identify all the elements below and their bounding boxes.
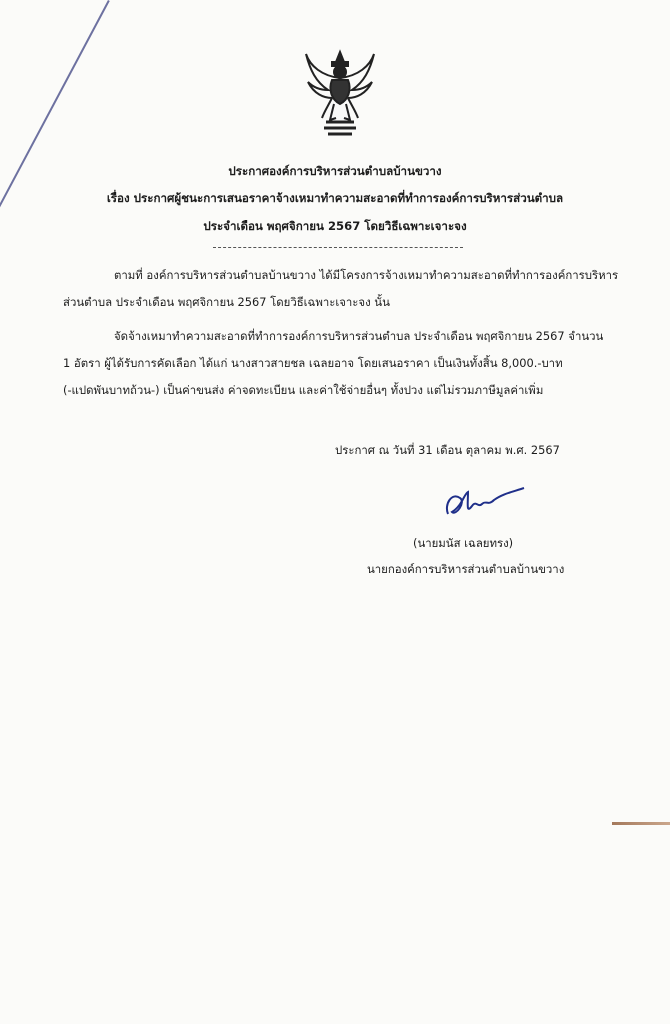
header-divider [213,247,463,248]
announcement-period: ประจำเดือน พฤศจิกายน 2567 โดยวิธีเฉพาะเจาะจง [203,219,467,233]
announcement-date: ประกาศ ณ วันที่ 31 เดือน ตุลาคม พ.ศ. 2567 [335,443,560,457]
paragraph-2-line-3: (-แปดพันบาทถ้วน-) เป็นค่าขนส่ง ค่าจดทะเบียน และค่าใช้จ่ายอื่นๆ ทั้งปวง แต่ไม่รวมภาษีมูลค่าเพิ่ม [63,383,544,397]
handwritten-signature [442,484,526,524]
paragraph-2-line-1: จัดจ้างเหมาทำความสะอาดที่ทำการองค์การบริหารส่วนตำบล ประจำเดือน พฤศจิกายน 2567 จำนวน [114,329,604,343]
announcement-title: ประกาศองค์การบริหารส่วนตำบลบ้านขวาง [228,164,442,178]
paragraph-1-line-2: ส่วนตำบล ประจำเดือน พฤศจิกายน 2567 โดยวิธีเฉพาะเจาะจง นั้น [63,295,390,309]
scan-edge-mark [612,822,670,825]
signatory-position: นายกองค์การบริหารส่วนตำบลบ้านขวาง [367,562,565,576]
garuda-emblem-icon [302,48,378,138]
paragraph-1-line-1: ตามที่ องค์การบริหารส่วนตำบลบ้านขวาง ได้มีโครงการจ้างเหมาทำความสะอาดที่ทำการองค์การบริหาร [114,268,619,282]
paragraph-2-line-2: 1 อัตรา ผู้ได้รับการคัดเลือก ได้แก่ นางสาวสายชล เฉลยอาจ โดยเสนอราคา เป็นเงินทั้งสิ้น 8,000.-บาท [63,356,563,370]
announcement-subject: เรื่อง ประกาศผู้ชนะการเสนอราคาจ้างเหมาทำความสะอาดที่ทำการองค์การบริหารส่วนตำบล [106,191,564,205]
signatory-name: (นายมนัส เฉลยทรง) [413,536,514,550]
